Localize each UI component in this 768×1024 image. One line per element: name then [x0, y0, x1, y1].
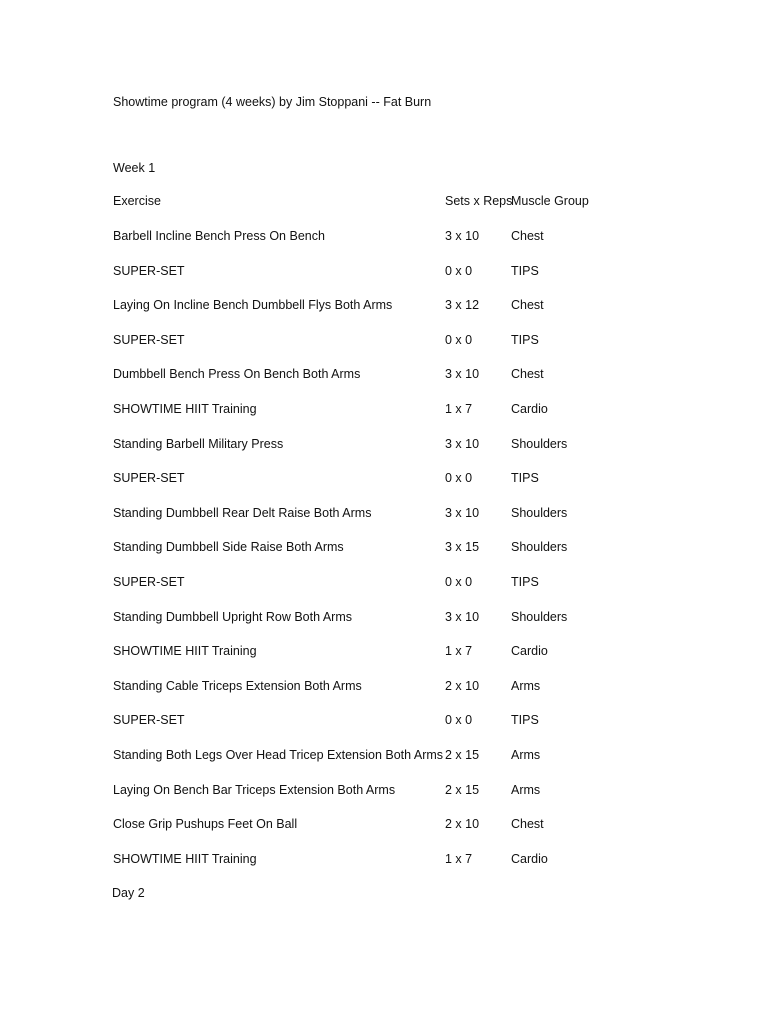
sets-reps-cell: 3 x 10	[445, 229, 480, 243]
exercise-cell: Dumbbell Bench Press On Bench Both Arms	[113, 367, 361, 382]
table-row	[113, 851, 633, 886]
muscle-group-cell: Chest	[511, 367, 544, 382]
exercise-cell: Standing Dumbbell Rear Delt Raise Both Arms	[113, 505, 372, 520]
muscle-group-cell: Shoulders	[511, 540, 568, 555]
muscle-group-cell: Chest	[511, 298, 544, 313]
table-row	[113, 643, 633, 678]
muscle-group-cell: Shoulders	[511, 609, 568, 624]
exercise-cell: Standing Barbell Military Press	[113, 436, 284, 451]
exercise-cell: SUPER-SET	[113, 574, 185, 589]
sets-reps-cell: 3 x 10	[445, 609, 480, 624]
muscle-group-cell: Shoulders	[511, 436, 568, 451]
header-exercise: Exercise	[113, 194, 161, 208]
muscle-group-cell: Arms	[511, 747, 541, 762]
exercise-cell: Barbell Incline Bench Press On Bench	[113, 229, 325, 243]
table-row	[113, 297, 633, 332]
muscle-group-cell: TIPS	[511, 713, 539, 728]
day-label: Day 2	[112, 886, 145, 900]
table-row	[113, 263, 633, 298]
table-row	[113, 712, 633, 747]
exercise-cell: SHOWTIME HIIT Training	[113, 401, 257, 416]
muscle-group-cell: Arms	[511, 782, 541, 797]
sets-reps-cell: 3 x 10	[445, 367, 480, 382]
table-row	[113, 747, 633, 782]
table-row	[113, 574, 633, 609]
sets-reps-cell: 3 x 10	[445, 505, 480, 520]
sets-reps-cell: 2 x 10	[445, 678, 480, 693]
table-row	[113, 816, 633, 851]
exercise-cell: SUPER-SET	[113, 471, 185, 486]
exercise-cell: Standing Dumbbell Upright Row Both Arms	[113, 609, 353, 624]
table-row	[113, 505, 633, 540]
sets-reps-cell: 1 x 7	[445, 851, 473, 866]
header-muscle-group: Muscle Group	[511, 194, 589, 208]
muscle-group-cell: Arms	[511, 678, 541, 693]
sets-reps-cell: 3 x 10	[445, 436, 480, 451]
table-row	[113, 332, 633, 367]
sets-reps-cell: 2 x 15	[445, 782, 480, 797]
muscle-group-cell: Cardio	[511, 401, 548, 416]
sets-reps-cell: 3 x 12	[445, 298, 480, 313]
table-row	[113, 228, 633, 263]
muscle-group-cell: Cardio	[511, 851, 548, 866]
sets-reps-cell: 3 x 15	[445, 540, 480, 555]
muscle-group-cell: Cardio	[511, 644, 548, 659]
document-title: Showtime program (4 weeks) by Jim Stoppani -- Fat Burn	[113, 95, 432, 109]
exercise-cell: Standing Cable Triceps Extension Both Arms	[113, 678, 362, 693]
sets-reps-cell: 2 x 10	[445, 817, 480, 832]
exercise-cell: Laying On Incline Bench Dumbbell Flys Both Arms	[113, 298, 393, 313]
header-sets-reps: Sets x Reps	[445, 194, 513, 208]
exercise-cell: Standing Dumbbell Side Raise Both Arms	[113, 540, 344, 555]
exercise-cell: SHOWTIME HIIT Training	[113, 644, 257, 659]
muscle-group-cell: Chest	[511, 229, 544, 243]
muscle-group-cell: TIPS	[511, 471, 539, 486]
table-row	[113, 539, 633, 574]
table-row	[113, 366, 633, 401]
table-header-row	[113, 193, 633, 228]
sets-reps-cell: 1 x 7	[445, 401, 473, 416]
exercise-cell: SUPER-SET	[113, 263, 185, 278]
sets-reps-cell: 0 x 0	[445, 713, 473, 728]
table-row	[113, 782, 633, 817]
muscle-group-cell: TIPS	[511, 332, 539, 347]
table-row	[113, 609, 633, 644]
exercise-cell: SUPER-SET	[113, 332, 185, 347]
table-row	[113, 401, 633, 436]
exercise-cell: SUPER-SET	[113, 713, 185, 728]
sets-reps-cell: 1 x 7	[445, 644, 473, 659]
muscle-group-cell: Chest	[511, 817, 544, 832]
exercise-cell: Close Grip Pushups Feet On Ball	[113, 817, 298, 832]
muscle-group-cell: Shoulders	[511, 505, 568, 520]
week-label: Week 1	[113, 161, 156, 175]
muscle-group-cell: TIPS	[511, 574, 539, 589]
table-row	[113, 678, 633, 713]
exercise-cell: Laying On Bench Bar Triceps Extension Both Arms	[113, 782, 396, 797]
sets-reps-cell: 0 x 0	[445, 332, 473, 347]
sets-reps-cell: 0 x 0	[445, 263, 473, 278]
exercise-cell: SHOWTIME HIIT Training	[113, 851, 257, 866]
sets-reps-cell: 0 x 0	[445, 574, 473, 589]
sets-reps-cell: 2 x 15	[445, 747, 480, 762]
exercise-cell: Standing Both Legs Over Head Tricep Extension Both Arms	[113, 747, 444, 762]
table-row	[113, 436, 633, 471]
sets-reps-cell: 0 x 0	[445, 471, 473, 486]
table-row	[113, 470, 633, 505]
muscle-group-cell: TIPS	[511, 263, 539, 278]
exercise-table	[113, 193, 633, 885]
